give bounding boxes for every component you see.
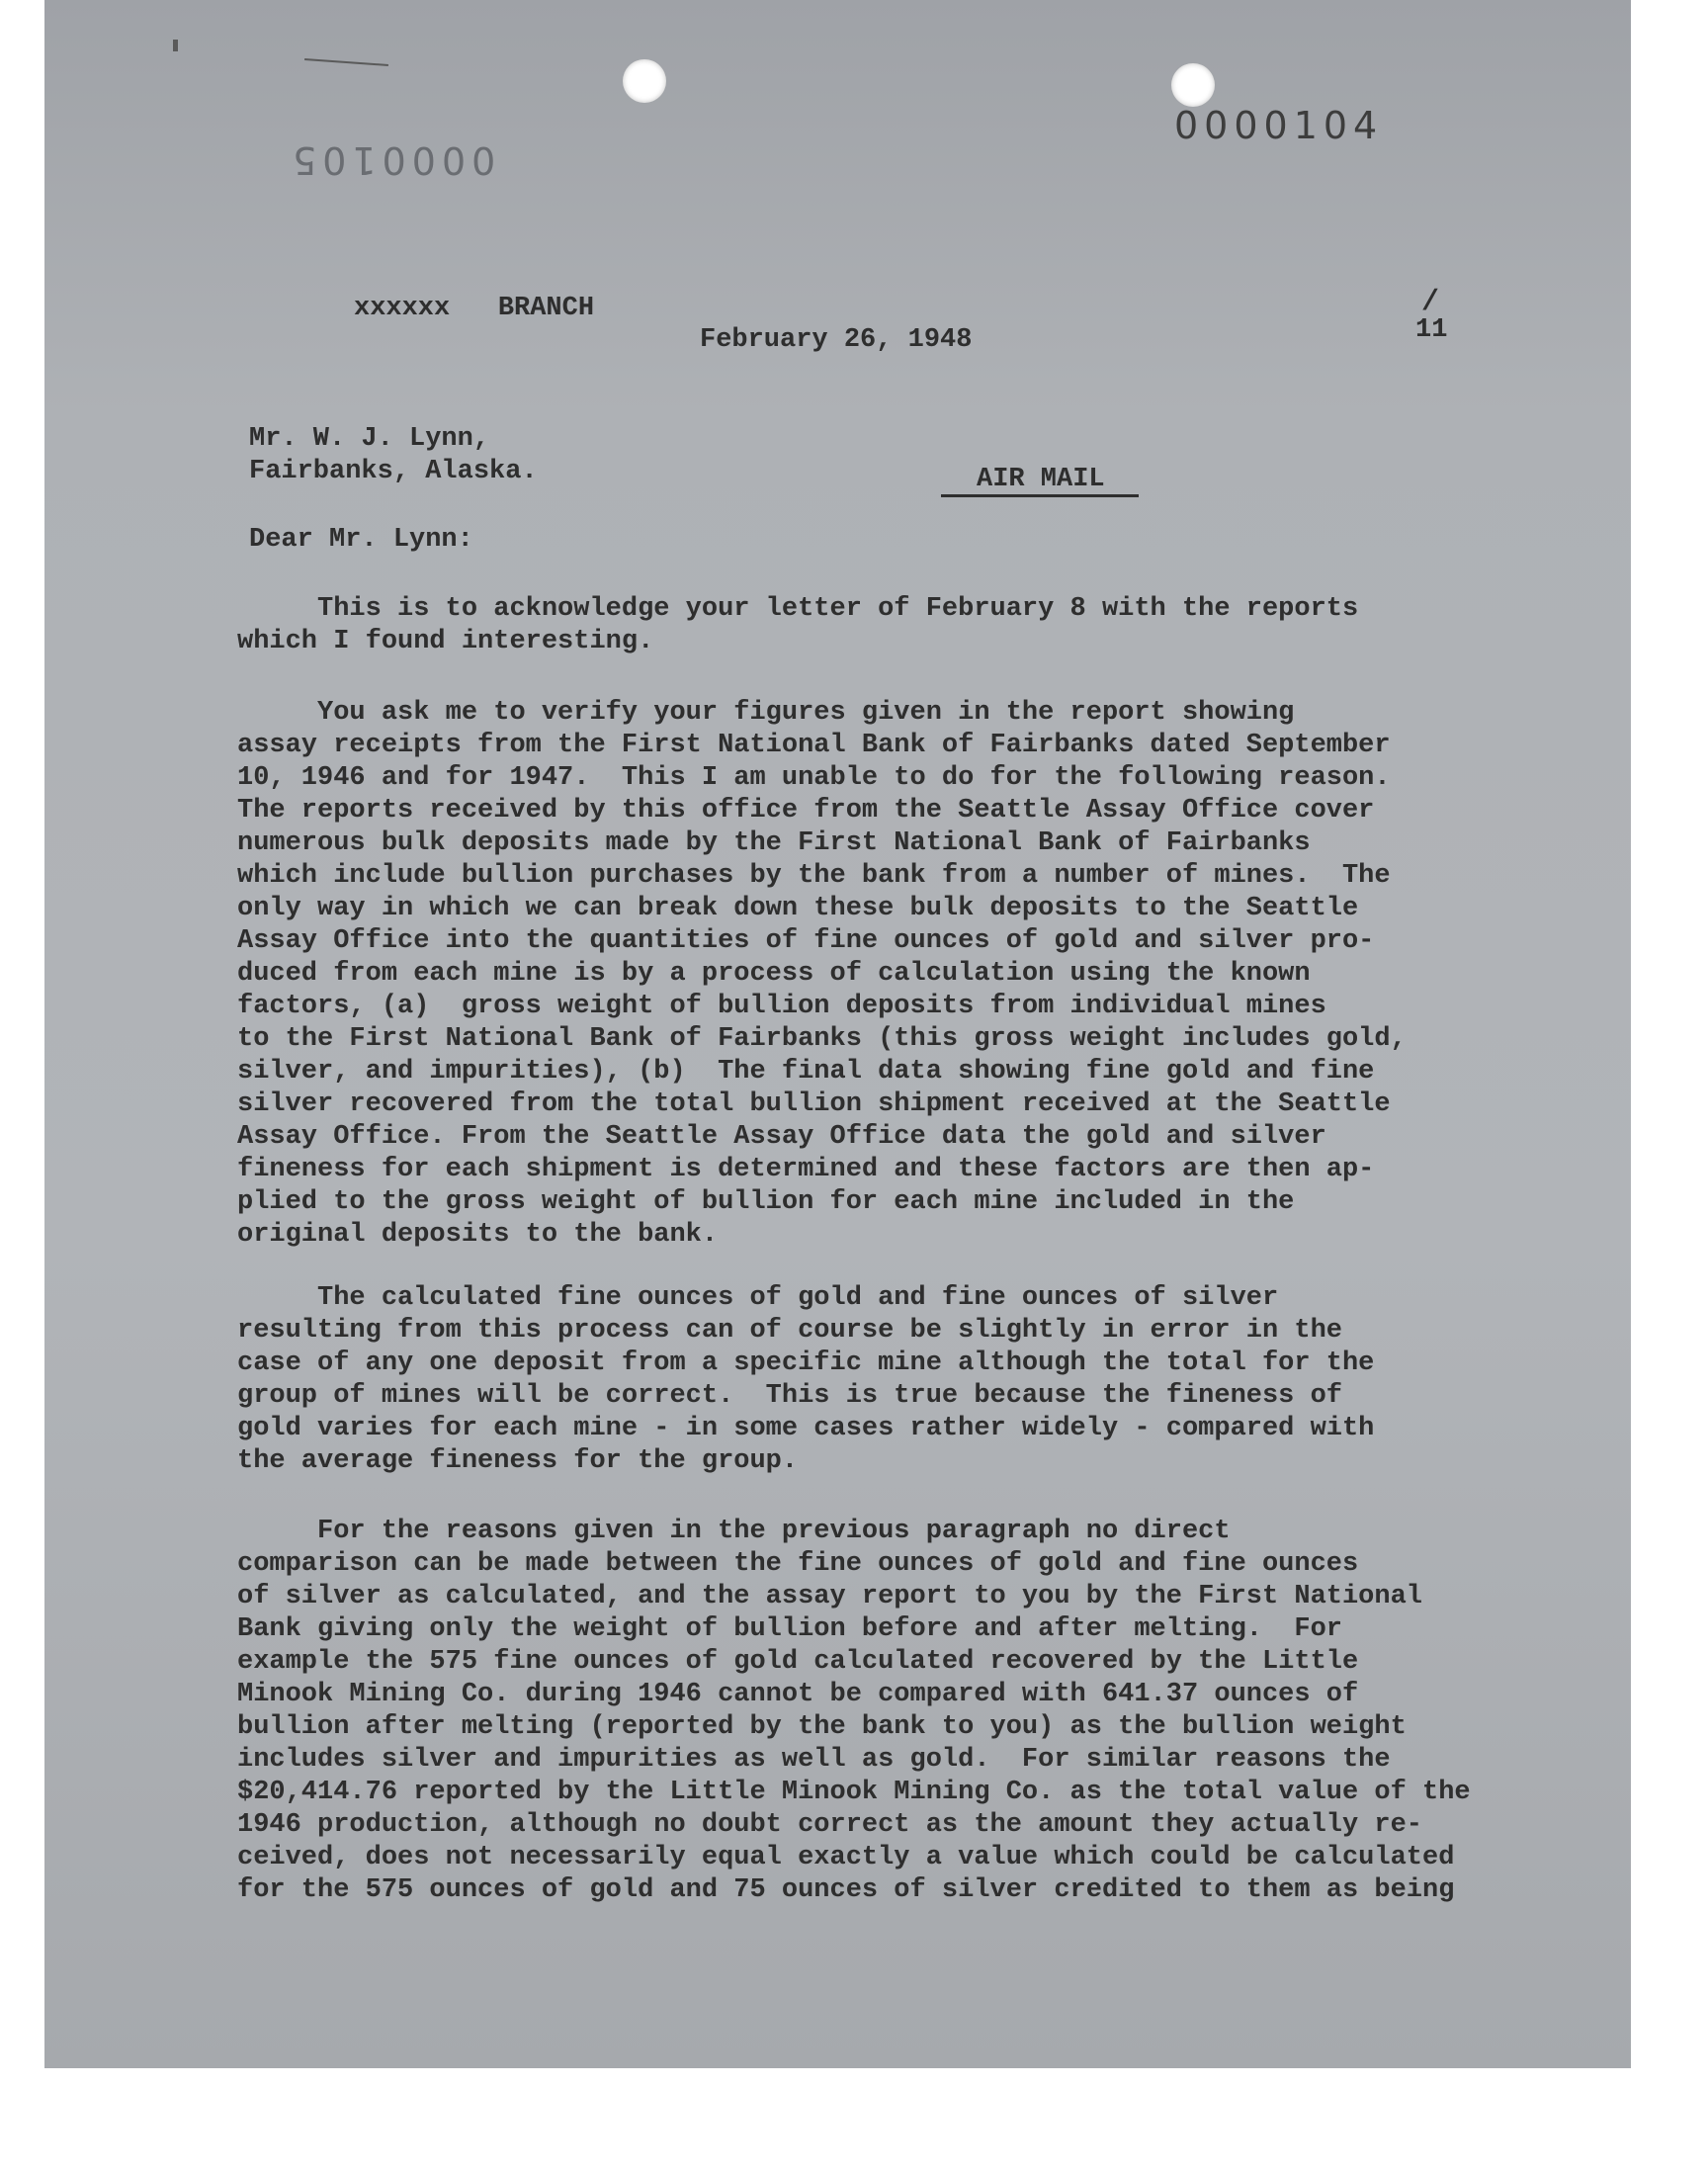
text-line: original deposits to the bank. <box>237 1220 719 1250</box>
text-line: numerous bulk deposits made by the First National Bank of Fairbanks <box>237 828 1311 858</box>
text-line: 1946 production, although no doubt correct as the amount they actually re- <box>237 1810 1422 1840</box>
text-line: Assay Office. From the Seattle Assay Office data the gold and silver <box>237 1122 1326 1152</box>
paragraph-acknowledgement <box>237 593 1522 658</box>
text-line: 10, 1946 and for 1947. This I am unable to do for the following reason. <box>237 763 1391 793</box>
letter-date: February 26, 1948 <box>700 325 973 355</box>
text-line: of silver as calculated, and the assay report to you by the First National <box>237 1582 1422 1611</box>
paragraph-comparison <box>237 1516 1522 1907</box>
text-line: For the reasons given in the previous paragraph no direct <box>237 1517 1231 1546</box>
page-tick-mark: / <box>1421 286 1440 319</box>
text-line: comparison can be made between the fine ounces of gold and fine ounces <box>237 1549 1359 1579</box>
text-line: only way in which we can break down these bulk deposits to the Seattle <box>237 894 1359 923</box>
punch-hole-right <box>1171 63 1215 107</box>
text-line: which I found interesting. <box>237 627 654 656</box>
text-line: example the 575 fine ounces of gold calculated recovered by the Little <box>237 1647 1359 1677</box>
text-line: ceived, does not necessarily equal exactly a value which could be calculated <box>237 1843 1455 1872</box>
document-stamp-top-right: 0000104 <box>1174 104 1384 147</box>
text-line: plied to the gross weight of bullion for each mine included in the <box>237 1187 1295 1217</box>
text-line: The calculated fine ounces of gold and fine ounces of silver <box>237 1283 1279 1313</box>
air-mail-notice: AIR MAIL <box>977 465 1105 494</box>
text-line: silver, and impurities), (b) The final data showing fine gold and fine <box>237 1057 1375 1087</box>
text-line: Minook Mining Co. during 1946 cannot be compared with 641.37 ounces of <box>237 1680 1359 1709</box>
text-line: duced from each mine is by a process of calculation using the known <box>237 959 1311 989</box>
paragraph-calculation-error <box>237 1282 1522 1478</box>
text-line: includes silver and impurities as well as gold. For similar reasons the <box>237 1745 1391 1775</box>
salutation: Dear Mr. Lynn: <box>249 525 473 555</box>
branch-line: xxxxxx BRANCH <box>354 294 595 323</box>
text-line: You ask me to verify your figures given in the report showing <box>237 698 1295 728</box>
recipient-name: Mr. W. J. Lynn, <box>249 424 490 454</box>
text-line: gold varies for each mine - in some cases rather widely - compared with <box>237 1414 1375 1443</box>
text-line: $20,414.76 reported by the Little Minook Mining Co. as the total value of the <box>237 1778 1471 1807</box>
text-line: case of any one deposit from a specific mine although the total for the <box>237 1348 1375 1378</box>
edge-tick <box>173 40 178 51</box>
text-line: Assay Office into the quantities of fine ounces of gold and silver pro- <box>237 926 1375 956</box>
text-line: which include bullion purchases by the bank from a number of mines. The <box>237 861 1391 891</box>
text-line: This is to acknowledge your letter of February 8 with the reports <box>237 594 1359 624</box>
page-number: 11 <box>1415 315 1448 345</box>
text-line: Bank giving only the weight of bullion before and after melting. For <box>237 1614 1342 1644</box>
air-mail-underline <box>941 494 1139 497</box>
text-line: The reports received by this office from the Seattle Assay Office cover <box>237 796 1375 826</box>
punch-hole-left <box>623 59 666 103</box>
text-line: factors, (a) gross weight of bullion deposits from individual mines <box>237 992 1326 1021</box>
text-line: for the 575 ounces of gold and 75 ounces of silver credited to them as being <box>237 1875 1455 1905</box>
paragraph-verification <box>237 697 1522 1252</box>
text-line: to the First National Bank of Fairbanks (this gross weight includes gold, <box>237 1024 1407 1054</box>
pencil-mark <box>304 58 388 66</box>
text-line: silver recovered from the total bullion shipment received at the Seattle <box>237 1089 1391 1119</box>
text-line: resulting from this process can of course be slightly in error in the <box>237 1316 1342 1346</box>
text-line: fineness for each shipment is determined and these factors are then ap- <box>237 1155 1375 1184</box>
text-line: the average fineness for the group. <box>237 1446 799 1476</box>
recipient-location: Fairbanks, Alaska. <box>249 457 538 486</box>
text-line: assay receipts from the First National Bank of Fairbanks dated September <box>237 731 1391 760</box>
text-line: bullion after melting (reported by the bank to you) as the bullion weight <box>237 1712 1407 1742</box>
document-stamp-top-left: 0000105 <box>287 138 496 182</box>
text-line: group of mines will be correct. This is true because the fineness of <box>237 1381 1342 1411</box>
